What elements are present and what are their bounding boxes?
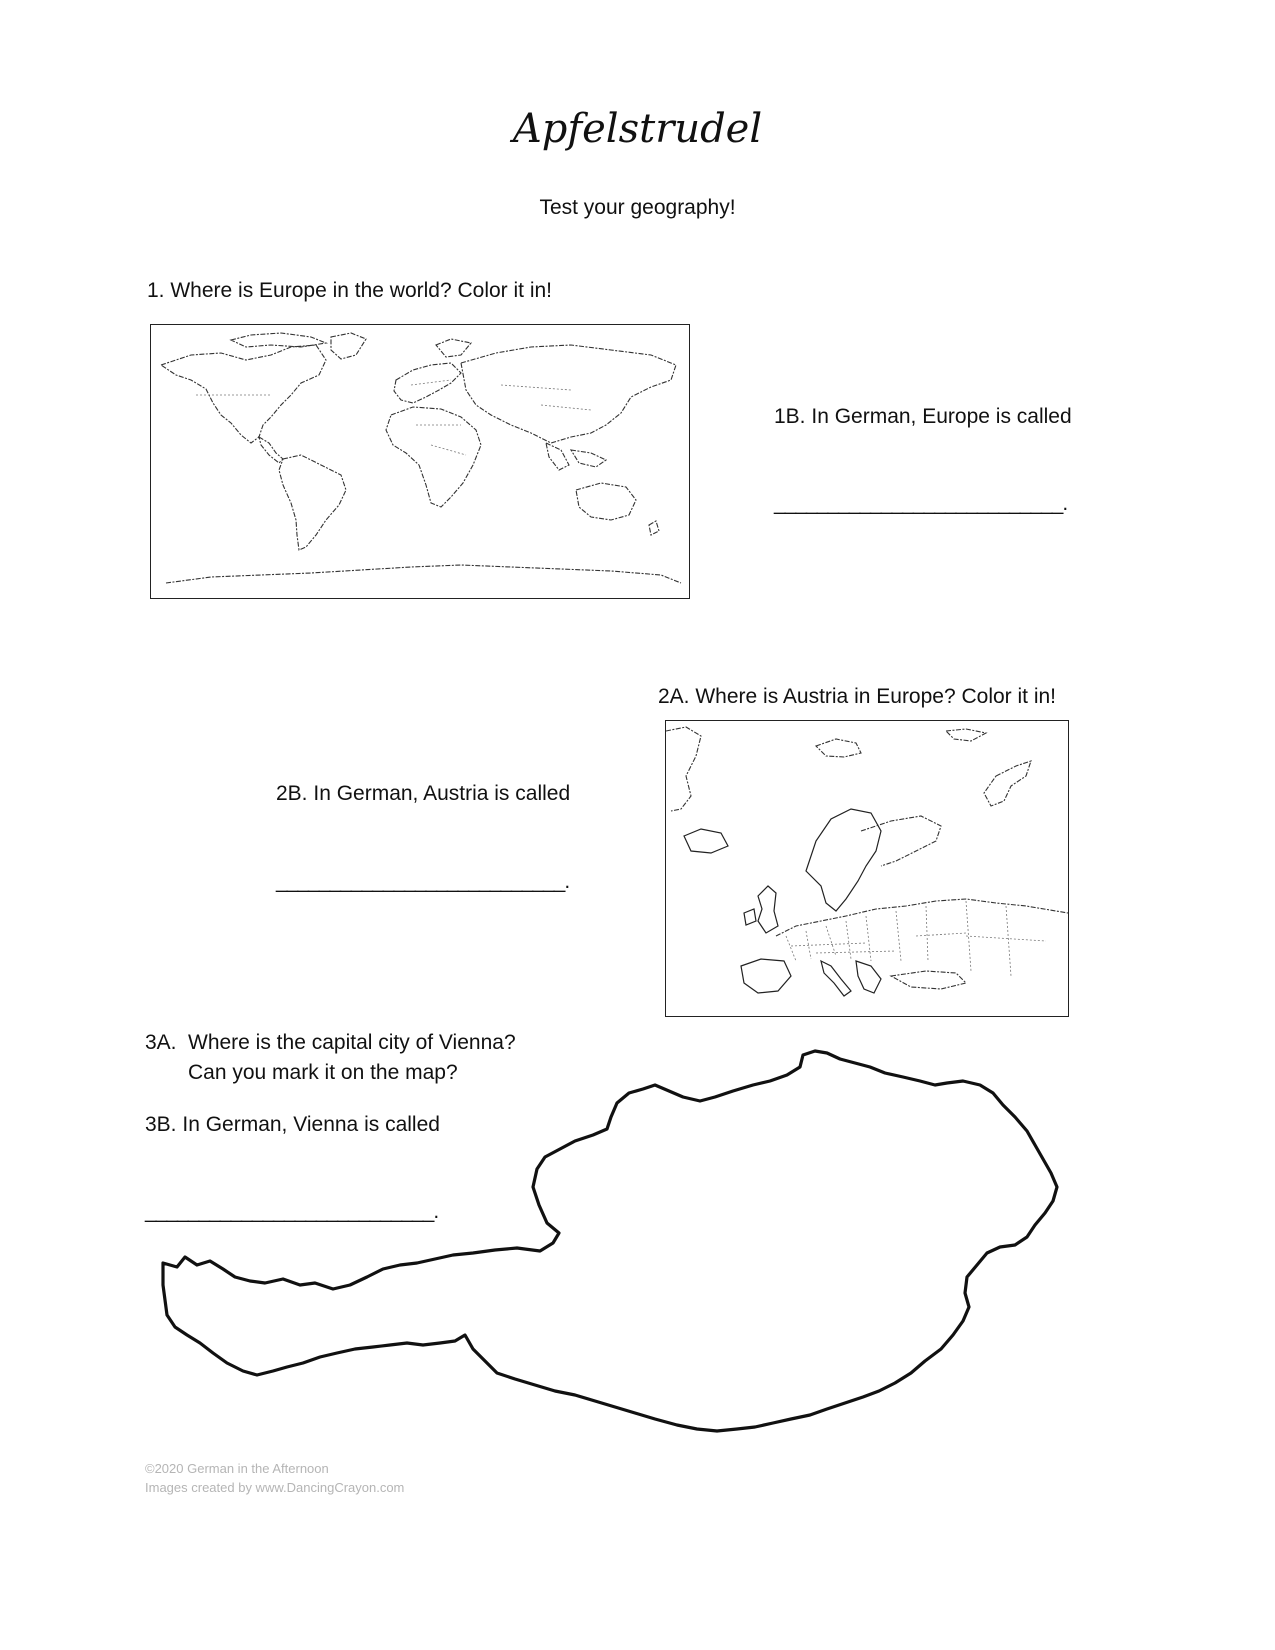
answer-blank-1b[interactable]: ___________________________. — [774, 492, 1068, 515]
question-2a: 2A. Where is Austria in Europe? Color it in! — [658, 685, 1057, 708]
question-1b: 1B. In German, Europe is called — [774, 405, 1072, 428]
answer-blank-3b[interactable]: ___________________________. — [145, 1200, 439, 1223]
question-3a-label: 3A. — [145, 1031, 177, 1054]
world-map-outline — [151, 325, 689, 598]
page-title: Apfelstrudel — [512, 106, 763, 152]
europe-map-outline — [666, 721, 1068, 1016]
footer-copyright: ©2020 German in the Afternoon — [145, 1461, 329, 1476]
world-map-icon[interactable] — [150, 324, 690, 599]
question-3a-line1: Where is the capital city of Vienna? — [188, 1031, 516, 1054]
austria-map-icon[interactable] — [155, 1045, 1065, 1445]
question-2b: 2B. In German, Austria is called — [276, 782, 571, 805]
answer-blank-2b[interactable]: ___________________________. — [276, 870, 570, 893]
question-3b: 3B. In German, Vienna is called — [145, 1113, 440, 1136]
austria-map-outline — [155, 1045, 1065, 1445]
footer-credit: Images created by www.DancingCrayon.com — [145, 1480, 405, 1495]
question-1: 1. Where is Europe in the world? Color it in! — [147, 279, 553, 302]
page-subtitle: Test your geography! — [539, 196, 736, 219]
europe-map-icon[interactable] — [665, 720, 1069, 1017]
question-3a-line2: Can you mark it on the map? — [188, 1061, 458, 1084]
